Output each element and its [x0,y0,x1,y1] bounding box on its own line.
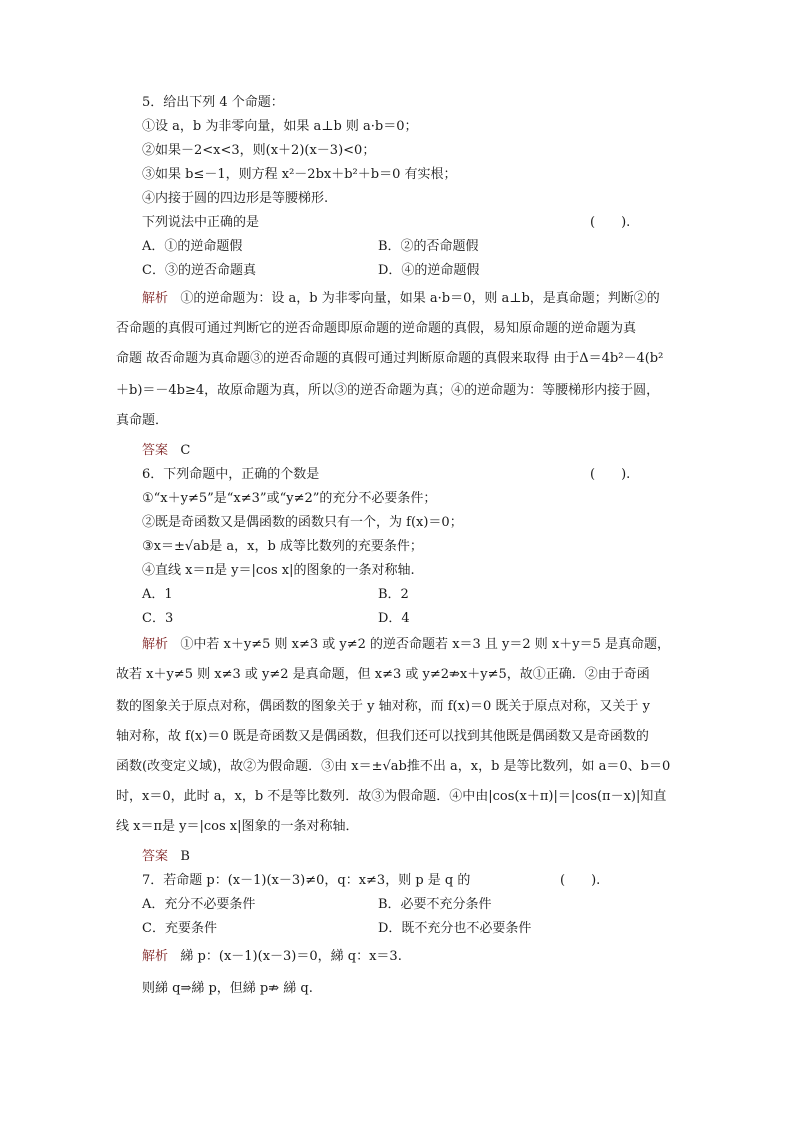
q5-analysis-line-3: 命题 故否命题为真命题③的逆否命题的真假可通过判断原命题的真假来取得 由于Δ＝4b²－4(b² [116,351,664,366]
q5-analysis-line-5: 真命题． [116,413,169,428]
q5-answer-paren: ( ). [590,215,631,230]
q5-answer-label: 答案 [142,443,169,458]
q6-analysis-text-1: ①中若 x＋y≠5 则 x≠3 或 y≠2 的逆否命题若 x＝3 且 y＝2 则 x＋y＝5 是真命题， [180,637,671,652]
q5-answer-line [142,442,190,460]
q7-analysis-label: 解析 [142,949,169,964]
q6-option-d: D．4 [378,611,410,626]
q7-option-a: A．充分不必要条件 [142,897,256,912]
q6-item-2: ②既是奇函数又是偶函数的函数只有一个，为 f(x)＝0； [142,515,463,530]
q5-stem: 5．给出下列 4 个命题： [142,95,284,110]
q7-stem: 7．若命题 p：(x－1)(x－3)≠0，q：x≠3，则 p 是 q 的 [142,873,471,888]
q7-option-d: D．既不充分也不必要条件 [378,921,532,936]
q7-option-b: B．必要不充分条件 [378,897,492,912]
q5-analysis-line-2: 否命题的真假可通过判断它的逆否命题即原命题的逆命题的真假，易知原命题的逆命题为真 [116,321,637,336]
q5-item-2: ②如果－2<x<3，则(x＋2)(x－3)<0； [142,143,376,158]
q5-analysis-line-4: ＋b)＝－4b≥4，故原命题为真，所以③的逆否命题为真；④的逆命题为：等腰梯形内接于圆， [116,383,660,398]
q5-analysis-line-1 [142,290,660,308]
q6-analysis-line-5: 函数(改变定义域)，故②为假命题．③由 x＝±√ab推不出 a，x，b 是等比数列，如 a＝0、b＝0 [116,759,671,774]
q6-answer-value: B [180,849,190,864]
q6-option-c: C．3 [142,611,174,626]
q6-analysis-line-7: 线 x＝π是 y＝|cos x|图象的一条对称轴． [116,819,359,834]
q5-option-a: A．①的逆命题假 [142,239,243,254]
q6-option-b: B．2 [378,587,409,602]
q7-analysis-text-1: 綈 p：(x－1)(x－3)＝0，綈 q：x＝3. [180,949,402,964]
q7-analysis-line-2: 则綈 q⇒綈 p，但綈 p⇏ 綈 q. [142,981,313,996]
q6-analysis-line-2: 故若 x＋y≠5 则 x≠3 或 y≠2 是真命题，但 x≠3 或 y≠2⇏x＋y≠5，故①正确．②由于奇函 [116,667,650,682]
q5-question: 下列说法中正确的是 [142,215,260,230]
q5-answer-value: C [180,443,191,458]
q6-item-3: ③x＝±√ab是 a，x，b 成等比数列的充要条件； [142,539,423,554]
q5-item-3: ③如果 b≤－1，则方程 x²－2bx＋b²＋b＝0 有实根； [142,167,457,182]
q6-analysis-line-3: 数的图象关于原点对称，偶函数的图象关于 y 轴对称，而 f(x)＝0 既关于原点对称，又关于 y [116,699,650,714]
q7-answer-paren: ( ). [560,873,601,888]
q6-analysis-label: 解析 [142,637,169,652]
q5-item-1: ①设 a，b 为非零向量，如果 a⊥b 则 a·b＝0； [142,119,418,134]
q5-option-d: D．④的逆命题假 [378,263,480,278]
q5-item-4: ④内接于圆的四边形是等腰梯形. [142,191,329,206]
q6-item-1: ①“x＋y≠5”是“x≠3”或“y≠2”的充分不必要条件； [142,491,437,506]
q5-option-b: B．②的否命题假 [378,239,479,254]
q5-option-c: C．③的逆否命题真 [142,263,256,278]
q7-analysis-line-1 [142,948,402,966]
q6-answer-label: 答案 [142,849,169,864]
q5-analysis-label: 解析 [142,291,169,306]
q6-analysis-line-6: 时，x＝0，此时 a，x，b 不是等比数列．故③为假命题．④中由|cos(x＋π)|＝|cos(π－x)|知直 [116,789,667,804]
q7-option-c: C．充要条件 [142,921,217,936]
q6-analysis-line-4: 轴对称，故 f(x)＝0 既是奇函数又是偶函数，但我们还可以找到其他既是偶函数又是奇函数的 [116,729,649,744]
q6-option-a: A．1 [142,587,173,602]
q6-analysis-line-1 [142,636,670,654]
q6-stem: 6．下列命题中，正确的个数是 [142,467,320,482]
q5-analysis-text-1: ①的逆命题为：设 a，b 为非零向量，如果 a·b＝0，则 a⊥b，是真命题；判断②的 [180,291,660,306]
q6-answer-paren: ( ). [590,467,631,482]
q6-answer-line [142,848,190,866]
q6-item-4: ④直线 x＝π是 y＝|cos x|的图象的一条对称轴. [142,563,415,578]
